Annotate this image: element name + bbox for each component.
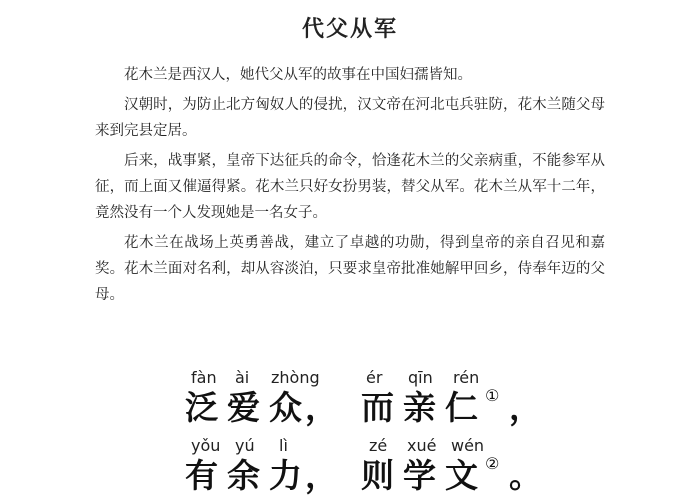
pinyin-syllable: yú — [235, 436, 255, 455]
classic-verse-line — [185, 436, 545, 496]
pinyin-syllable: lì — [279, 436, 288, 455]
pinyin-syllable: ér — [366, 368, 383, 387]
comma: ， — [509, 388, 543, 427]
hanzi-char: 泛 — [185, 388, 219, 427]
pinyin-syllable: wén — [451, 436, 485, 455]
hanzi-char: 有 — [185, 456, 219, 495]
hanzi-row — [185, 456, 545, 496]
hanzi-char: 学 — [403, 456, 437, 495]
hanzi-row — [185, 388, 545, 428]
footnote-marker: ② — [485, 454, 501, 473]
pinyin-syllable: yǒu — [191, 436, 221, 455]
hanzi-char: 亲 — [403, 388, 437, 427]
story-paragraph: 花木兰是西汉人，她代父从军的故事在中国妇孺皆知。 — [124, 67, 472, 83]
hanzi-char: 余 — [227, 456, 261, 495]
story-text — [95, 62, 605, 312]
hanzi-char: 而 — [361, 388, 395, 427]
pinyin-syllable: zhòng — [271, 368, 320, 387]
period: 。 — [509, 456, 543, 495]
comma: ， — [305, 388, 339, 427]
page-title: 代父从军 — [301, 17, 398, 42]
story-paragraph: 花木兰在战场上英勇善战，建立了卓越的功勋，得到皇帝的亲自召见和嘉奖。花木兰面对名利，却从容淡泊，只要求皇帝批准她解甲回乡，侍奉年迈的父母。 — [95, 235, 605, 303]
pinyin-syllable: xué — [407, 436, 437, 455]
pinyin-syllable: fàn — [191, 368, 217, 387]
pinyin-syllable: rén — [453, 368, 480, 387]
pinyin-syllable: ài — [235, 368, 250, 387]
classic-verse-line — [185, 368, 545, 428]
footnote-marker: ① — [485, 386, 501, 405]
comma: ， — [305, 456, 339, 495]
pinyin-syllable: qīn — [408, 368, 433, 387]
hanzi-char: 众 — [269, 388, 303, 427]
hanzi-char: 仁 — [445, 388, 479, 427]
hanzi-char: 力 — [269, 456, 303, 495]
hanzi-char: 文 — [445, 456, 479, 495]
pinyin-syllable: zé — [369, 436, 388, 455]
hanzi-char: 爱 — [227, 388, 261, 427]
hanzi-char: 则 — [361, 456, 395, 495]
story-paragraph: 汉朝时，为防止北方匈奴人的侵扰，汉文帝在河北屯兵驻防，花木兰随父母来到完县定居。 — [95, 97, 605, 139]
story-paragraph: 后来，战事紧，皇帝下达征兵的命令，恰逢花木兰的父亲病重，不能参军从征，而上面又催逼得紧。花木兰只好女扮男装，替父从军。花木兰从军十二年，竟然没有一个人发现她是一名女子。 — [95, 153, 605, 221]
